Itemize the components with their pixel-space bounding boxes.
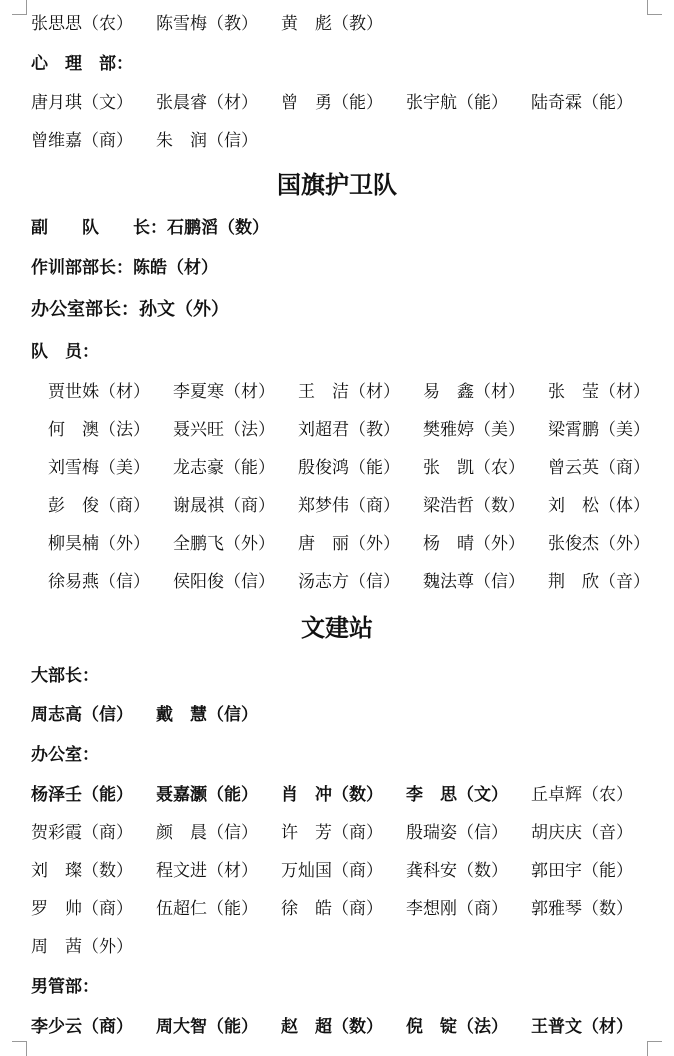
- dorm-row: [31, 1015, 651, 1039]
- member-name: 黄 彪（教）: [281, 14, 383, 34]
- member-name: 张 凯（农）: [423, 458, 525, 478]
- member-name: 周大智（能）: [156, 1017, 258, 1037]
- member-name: 伍超仁（能）: [156, 899, 258, 919]
- member-name: 谢晟祺（商）: [173, 496, 275, 516]
- member-name: 贾世姝（材）: [48, 382, 150, 402]
- member-name: 郭雅琴（数）: [531, 899, 633, 919]
- member-name: 陆奇霖（能）: [531, 93, 633, 113]
- training-head-name: 陈皓（材）: [133, 258, 218, 278]
- office-label: 办公室：: [31, 745, 99, 765]
- member-name: 荆 欣（音）: [548, 572, 650, 592]
- member-name: 王 洁（材）: [298, 382, 400, 402]
- psych-dept-label: 心 理 部：: [31, 54, 133, 74]
- member-name: 丘卓辉（农）: [531, 785, 633, 805]
- member-name: 周志高（信）: [31, 705, 133, 725]
- member-name: 贺彩霞（商）: [31, 823, 133, 843]
- psych-row-1: [31, 91, 651, 115]
- member-name: 唐月琪（文）: [31, 93, 133, 113]
- member-name: 殷俊鸿（能）: [298, 458, 400, 478]
- member-name: 李少云（商）: [31, 1017, 133, 1037]
- member-name: 魏法尊（信）: [423, 572, 525, 592]
- flag-guard-title: 国旗护卫队: [277, 170, 397, 199]
- member-name: 赵 超（数）: [281, 1017, 383, 1037]
- member-name: 殷瑞姿（信）: [406, 823, 508, 843]
- office-row-5: [31, 935, 651, 959]
- member-name: 朱 润（信）: [156, 131, 258, 151]
- member-name: 唐 丽（外）: [298, 534, 400, 554]
- member-name: 颜 晨（信）: [156, 823, 258, 843]
- member-name: 倪 锭（法）: [406, 1017, 508, 1037]
- member-name: 张宇航（能）: [406, 93, 508, 113]
- flag-member-row-2: [48, 418, 658, 442]
- member-name: 张晨睿（材）: [156, 93, 258, 113]
- member-name: 聂兴旺（法）: [173, 420, 275, 440]
- office-head-label: 办公室部长：: [31, 299, 139, 320]
- member-name: 李想刚（商）: [406, 899, 508, 919]
- member-name: 许 芳（商）: [281, 823, 383, 843]
- member-name: 曾云英（商）: [548, 458, 650, 478]
- members-label: 队 员：: [31, 342, 99, 362]
- psych-row-2: [31, 129, 651, 153]
- member-name: 肖 冲（数）: [281, 785, 383, 805]
- flag-member-row-4: [48, 494, 658, 518]
- member-name: 易 鑫（材）: [423, 382, 525, 402]
- member-name: 曾 勇（能）: [281, 93, 383, 113]
- chief-label: 大部长：: [31, 666, 99, 686]
- member-name: 刘 松（体）: [548, 496, 650, 516]
- member-name: 杨泽壬（能）: [31, 785, 133, 805]
- vice-captain-line: [31, 216, 269, 240]
- flag-member-row-6: [48, 570, 658, 594]
- member-name: 周 茜（外）: [31, 937, 133, 957]
- member-name: 何 澳（法）: [48, 420, 150, 440]
- training-head-line: [31, 256, 218, 280]
- flag-member-row-1: [48, 380, 658, 404]
- member-name: 李 思（文）: [406, 785, 508, 805]
- flag-member-row-5: [48, 532, 658, 556]
- member-name: 张 莹（材）: [548, 382, 650, 402]
- office-head-line: [31, 298, 229, 322]
- member-name: 柳昊楠（外）: [48, 534, 150, 554]
- member-name: 万灿国（商）: [281, 861, 383, 881]
- chief-row: [31, 703, 651, 727]
- dorm-dept-label: 男管部：: [31, 977, 99, 997]
- office-row-4: [31, 897, 651, 921]
- member-name: 徐 皓（商）: [281, 899, 383, 919]
- member-name: 郑梦伟（商）: [298, 496, 400, 516]
- training-head-label: 作训部部长：: [31, 258, 133, 278]
- member-name: 刘 璨（数）: [31, 861, 133, 881]
- crop-mark-bottom-left: [12, 1041, 27, 1056]
- member-name: 王普文（材）: [531, 1017, 633, 1037]
- member-name: 罗 帅（商）: [31, 899, 133, 919]
- member-name: 杨 晴（外）: [423, 534, 525, 554]
- member-name: 张俊杰（外）: [548, 534, 650, 554]
- member-name: 李夏寒（材）: [173, 382, 275, 402]
- office-row-3: [31, 859, 651, 883]
- member-name: 汤志方（信）: [298, 572, 400, 592]
- member-name: 梁浩哲（数）: [423, 496, 525, 516]
- member-name: 曾维嘉（商）: [31, 131, 133, 151]
- member-name: 郭田宇（能）: [531, 861, 633, 881]
- culture-station-title: 文建站: [301, 613, 373, 642]
- member-name: 樊雅婷（美）: [423, 420, 525, 440]
- member-name: 胡庆庆（音）: [531, 823, 633, 843]
- member-name: 张思思（农）: [31, 14, 133, 34]
- crop-mark-bottom-right: [647, 1041, 662, 1056]
- member-name: 聂嘉灏（能）: [156, 785, 258, 805]
- office-row-1: [31, 783, 651, 807]
- flag-member-row-3: [48, 456, 658, 480]
- member-name: 全鹏飞（外）: [173, 534, 275, 554]
- member-name: 刘超君（教）: [298, 420, 400, 440]
- top-name-row: [31, 12, 651, 36]
- member-name: 彭 俊（商）: [48, 496, 150, 516]
- office-head-name: 孙文（外）: [139, 299, 229, 320]
- member-name: 龙志豪（能）: [173, 458, 275, 478]
- member-name: 梁霄鹏（美）: [548, 420, 650, 440]
- office-row-2: [31, 821, 651, 845]
- member-name: 徐易燕（信）: [48, 572, 150, 592]
- vice-captain-label: 副 队 长：: [31, 218, 167, 238]
- member-name: 龚科安（数）: [406, 861, 508, 881]
- crop-mark-top-left: [12, 0, 27, 15]
- vice-captain-name: 石鹏滔（数）: [167, 218, 269, 238]
- member-name: 陈雪梅（教）: [156, 14, 258, 34]
- member-name: 刘雪梅（美）: [48, 458, 150, 478]
- member-name: 侯阳俊（信）: [173, 572, 275, 592]
- member-name: 程文进（材）: [156, 861, 258, 881]
- member-name: 戴 慧（信）: [156, 705, 258, 725]
